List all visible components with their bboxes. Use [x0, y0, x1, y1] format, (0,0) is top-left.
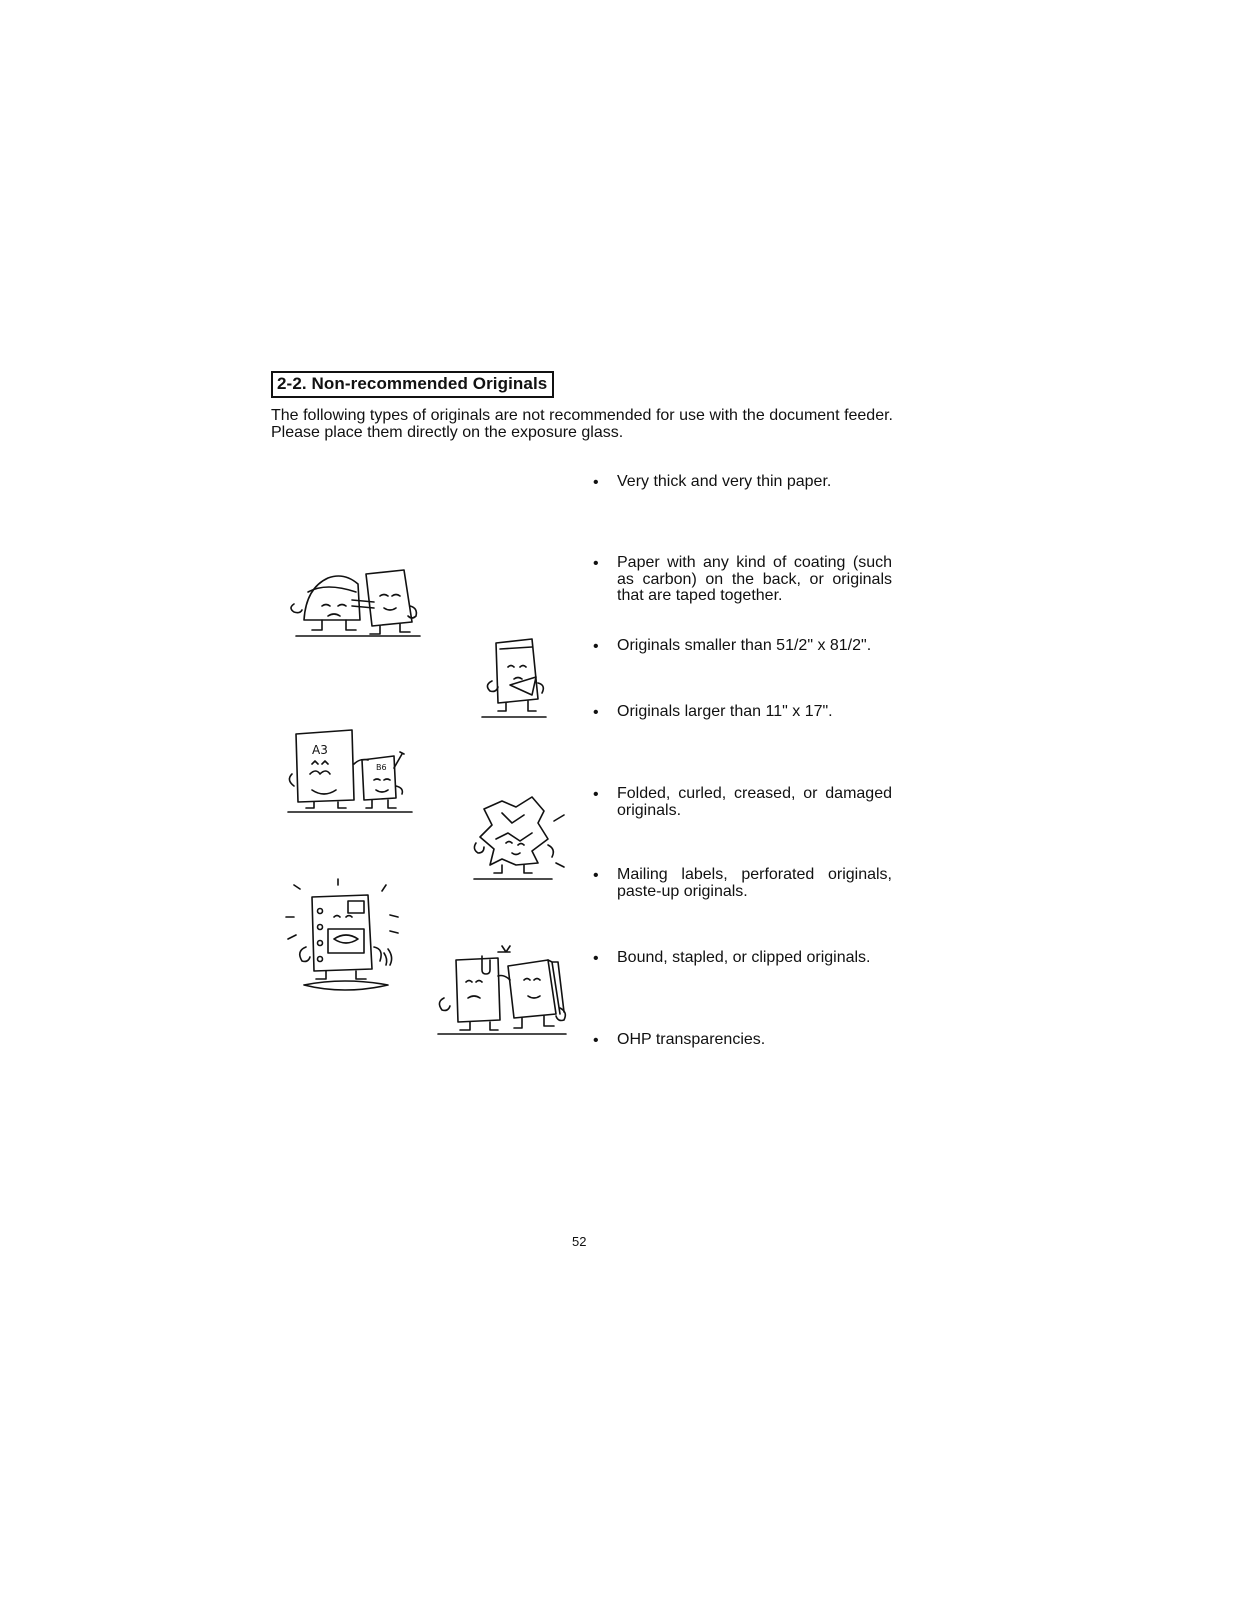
taped-papers-illustration — [282, 562, 422, 640]
crumpled-paper-illustration — [472, 793, 568, 883]
list-item — [593, 637, 892, 655]
list-item-text: Originals smaller than 51/2" x 81/2". — [617, 637, 872, 654]
a3-label: A3 — [312, 743, 328, 757]
bullet-icon: • — [593, 474, 599, 491]
intro-paragraph: The following types of originals are not recommended for use with the document feeder. Please place them directly on the exposure glass. — [271, 407, 893, 441]
list-item-text: Very thick and very thin paper. — [617, 473, 832, 490]
section-heading: 2-2. Non-recommended Originals — [271, 371, 554, 398]
list-item-text: Originals larger than 11" x 17". — [617, 703, 833, 720]
list-item — [593, 554, 892, 605]
bullet-icon: • — [593, 786, 599, 803]
list-item — [593, 473, 892, 491]
bullet-icon: • — [593, 638, 599, 655]
list-item-text: Paper with any kind of coating (such as carbon) on the back, or originals that are taped together. — [617, 554, 892, 604]
list-item-text: Bound, stapled, or clipped originals. — [617, 949, 871, 966]
page-number: 52 — [572, 1234, 587, 1249]
bullet-icon: • — [593, 704, 599, 721]
list-item-text: OHP transparencies. — [617, 1031, 766, 1048]
small-paper-illustration — [478, 637, 548, 721]
stapled-papers-illustration — [436, 942, 580, 1038]
list-item-text: Mailing labels, perforated originals, paste-up originals. — [617, 866, 892, 900]
list-item — [593, 703, 892, 721]
list-item — [593, 866, 892, 900]
bullet-icon: • — [593, 950, 599, 967]
b6-label: B6 — [376, 763, 387, 772]
list-item-text: Folded, curled, creased, or damaged originals. — [617, 785, 892, 819]
perforated-paper-illustration — [282, 877, 406, 995]
bullet-icon: • — [593, 555, 599, 572]
list-item — [593, 785, 892, 819]
large-paper-illustration — [282, 724, 422, 816]
list-item — [593, 1031, 892, 1049]
list-item — [593, 949, 892, 967]
bullet-icon: • — [593, 867, 599, 884]
bullet-icon: • — [593, 1032, 599, 1049]
